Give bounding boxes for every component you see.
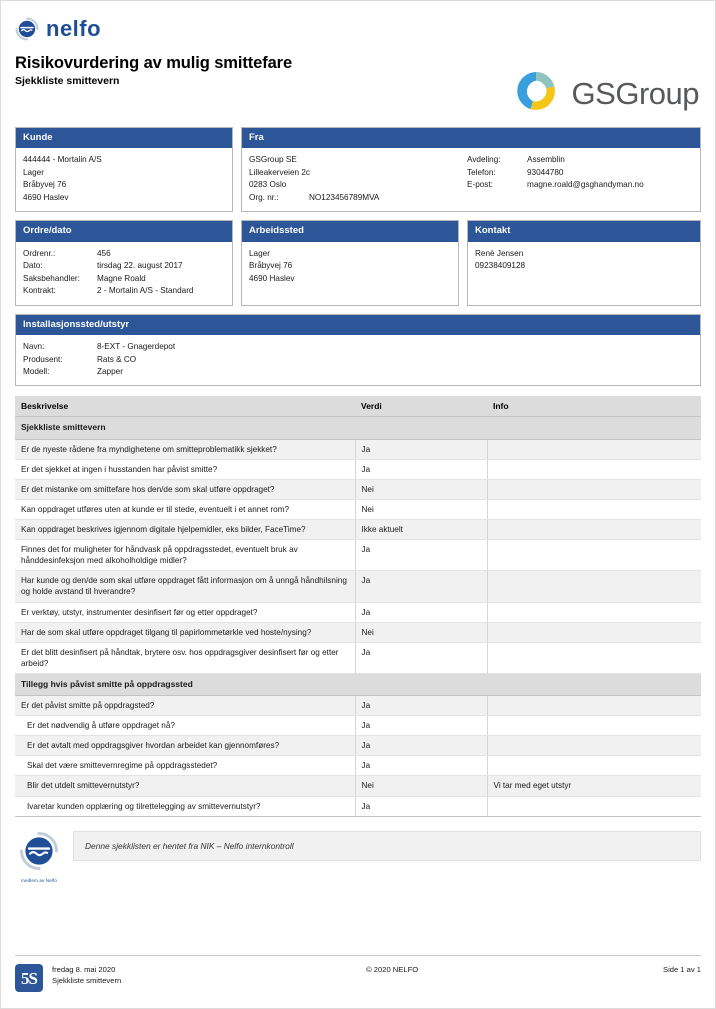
checklist-info: [487, 571, 701, 602]
ordre-field-row: [23, 248, 225, 260]
checklist-info: [487, 716, 701, 736]
installasjon-field-label: Produsent:: [23, 354, 63, 364]
checklist-info: Vi tar med eget utstyr: [487, 776, 701, 796]
info-row-installation: [15, 314, 701, 387]
checklist-value: Ja: [355, 602, 487, 622]
fra-field-label: E-post:: [467, 180, 493, 190]
kontakt-box: [467, 220, 701, 305]
document-footer: [15, 955, 701, 992]
checklist-description: Kan oppdraget utføres uten at kunde er til stede, eventuelt i et annet rom?: [15, 500, 355, 520]
checklist-value: Nei: [355, 622, 487, 642]
kunde-body: [16, 148, 232, 211]
checklist-value: Ja: [355, 571, 487, 602]
arbeidssted-body: [242, 242, 458, 305]
checklist-value: Ja: [355, 716, 487, 736]
checklist-description: Har de som skal utføre oppdraget tilgang til papirlommetørkle ved hoste/nysing?: [15, 622, 355, 642]
checklist-info: [487, 642, 701, 673]
checklist-info: [487, 622, 701, 642]
checklist-body: [15, 417, 701, 816]
installasjon-field-value: Zapper: [97, 367, 123, 376]
footer-date: fredag 8. mai 2020: [52, 965, 116, 974]
checklist-value: Ikke aktuelt: [355, 520, 487, 540]
kunde-line: Lager: [23, 167, 44, 177]
checklist-section-row: [15, 673, 701, 695]
nelfo-wordmark: nelfo: [46, 16, 102, 41]
checklist-description: Er det påvist smitte på oppdragsted?: [15, 696, 355, 716]
fra-line: Lilleakerveien 2c: [249, 167, 310, 177]
checklist-info: [487, 500, 701, 520]
ordre-field-value: 456: [97, 248, 111, 258]
checklist-description: Er det mistanke om smittefare hos den/de som skal utføre oppdraget?: [15, 480, 355, 500]
fra-address-column: [249, 154, 467, 204]
checklist-value: Ja: [355, 756, 487, 776]
ordre-field-label: Saksbehandler:: [23, 273, 80, 283]
table-row: [15, 439, 701, 459]
nelfo-logo: [15, 15, 701, 43]
kontakt-line: Renè Jensen: [475, 248, 524, 258]
checklist-info: [487, 796, 701, 816]
table-row: [15, 520, 701, 540]
fra-field-value: magne.roald@gsghandyman.no: [527, 180, 644, 190]
checklist-description: Skal det være smittevernregime på oppdragsstedet?: [15, 756, 355, 776]
arbeidssted-line: 4690 Haslev: [249, 273, 295, 283]
checklist-info: [487, 540, 701, 571]
table-row: [15, 756, 701, 776]
checklist-value: Ja: [355, 642, 487, 673]
fra-field-label: Avdeling:: [467, 155, 501, 165]
fra-org-row: [249, 192, 467, 204]
ordre-field-label: Dato:: [23, 261, 43, 271]
installasjon-field-value: 8-EXT - Gnagerdepot: [97, 342, 176, 352]
gsgroup-swirl-icon: [510, 65, 562, 122]
checklist-description: Er det sjekket at ingen i husstanden har påvist smitte?: [15, 460, 355, 480]
checklist-description: Er det nødvendig å utføre oppdraget nå?: [15, 716, 355, 736]
checklist-info: [487, 480, 701, 500]
footer-left: [52, 964, 121, 987]
checklist-description: Er det blitt desinfisert på håndtak, brytere osv. hos oppdragsgiver desinfisert før og etter arbeid?: [15, 642, 355, 673]
checklist-info: [487, 736, 701, 756]
note-box: Denne sjekklisten er hentet fra NIK – Nelfo internkontroll: [73, 831, 701, 861]
fra-body: [242, 148, 700, 211]
gsgroup-logo: [510, 65, 699, 122]
ordre-dato-box: [15, 220, 233, 305]
table-row: [15, 642, 701, 673]
installasjon-field-label: Navn:: [23, 342, 45, 352]
nelfo-member-caption: medlem av Nelfo: [21, 877, 57, 883]
installasjon-field-row: [23, 366, 693, 378]
installasjonssted-box: [15, 314, 701, 387]
nelfo-member-icon: [19, 858, 59, 875]
table-row: [15, 776, 701, 796]
checklist-value: Nei: [355, 480, 487, 500]
fra-org-label: Org. nr.:: [249, 192, 279, 202]
checklist-info: [487, 439, 701, 459]
checklist-value: Ja: [355, 439, 487, 459]
table-row: [15, 736, 701, 756]
nelfo-mark-icon: [15, 17, 39, 41]
installasjonssted-heading: Installasjonssted/utstyr: [16, 315, 700, 335]
table-row: [15, 796, 701, 816]
kunde-box: [15, 127, 233, 212]
checklist-description: Finnes det for muligheter for håndvask på oppdragsstedet, eventuelt bruk av hånddesinfeksjon med alkoholholdige midler?: [15, 540, 355, 571]
table-row: [15, 540, 701, 571]
checklist-description: Er verktøy, utstyr, instrumenter desinfisert før og etter oppdraget?: [15, 602, 355, 622]
kunde-heading: Kunde: [16, 128, 232, 148]
checklist-description: Blir det utdelt smittevernutstyr?: [15, 776, 355, 796]
kontakt-heading: Kontakt: [468, 221, 700, 241]
checklist-header-row: [15, 396, 701, 417]
checklist-info: [487, 602, 701, 622]
nelfo-member-badge: [15, 831, 63, 883]
arbeidssted-line: Lager: [249, 248, 270, 258]
table-row: [15, 571, 701, 602]
checklist-info: [487, 756, 701, 776]
checklist-value: Ja: [355, 540, 487, 571]
arbeidssted-line: Bråbyvej 76: [249, 261, 293, 271]
checklist-description: Har kunde og den/de som skal utføre oppdraget fått informasjon om å unngå håndhilsning og holde avstand til hverandre?: [15, 571, 355, 602]
footer-copyright: © 2020 NELFO: [366, 965, 419, 974]
fra-field-value: Assemblin: [527, 155, 565, 165]
fra-heading: Fra: [242, 128, 700, 148]
checklist-value: Ja: [355, 696, 487, 716]
table-row: [15, 696, 701, 716]
installasjon-field-row: [23, 354, 693, 366]
fra-field-value: 93044780: [527, 167, 564, 177]
table-row: [15, 480, 701, 500]
ordre-field-label: Kontrakt:: [23, 286, 56, 296]
table-row: [15, 602, 701, 622]
column-header-verdi: Verdi: [355, 396, 487, 417]
kunde-line: 4690 Haslev: [23, 192, 69, 202]
fra-field-label: Telefon:: [467, 167, 496, 177]
fra-line: GSGroup SE: [249, 155, 297, 165]
checklist-info: [487, 460, 701, 480]
document-header: [15, 15, 701, 127]
installasjon-field-value: Rats & CO: [97, 354, 137, 364]
ordre-dato-body: [16, 242, 232, 305]
checklist-description: Kan oppdraget beskrives igjennom digitale hjelpemidler, eks bilder, FaceTime?: [15, 520, 355, 540]
page-title: Risikovurdering av mulig smittefare: [15, 54, 293, 72]
checklist-value: Ja: [355, 460, 487, 480]
installasjonssted-body: [16, 335, 700, 385]
checklist-description: Er det avtalt med oppdragsgiver hvordan arbeidet kan gjennomføres?: [15, 736, 355, 756]
info-row-order: [15, 220, 701, 305]
fra-org-value: NO123456789MVA: [309, 192, 380, 202]
note-row: [15, 831, 701, 883]
checklist-section-label: Tillegg hvis påvist smitte på oppdragssted: [15, 673, 701, 695]
checklist-header: [15, 396, 701, 417]
table-row: [15, 460, 701, 480]
kunde-line: Bråbyvej 76: [23, 180, 67, 190]
arbeidssted-box: [241, 220, 459, 305]
checklist-table: [15, 396, 701, 816]
table-row: [15, 500, 701, 520]
ordre-field-row: [23, 273, 225, 285]
checklist-description: Ivaretar kunden opplæring og tilrettelegging av smittevernutstyr?: [15, 796, 355, 816]
footer-doc-name: Sjekkliste smittevern: [52, 976, 122, 986]
fra-field-row: [467, 167, 693, 179]
table-row: [15, 716, 701, 736]
installasjon-field-row: [23, 341, 693, 353]
footer-page-number: Side 1 av 1: [663, 965, 701, 974]
ordre-dato-heading: Ordre/dato: [16, 221, 232, 241]
fra-contact-column: [467, 154, 693, 204]
kontakt-line: 09238409128: [475, 261, 526, 271]
ordre-field-row: [23, 260, 225, 272]
checklist-info: [487, 696, 701, 716]
ordre-field-value: 2 - Mortalin A/S - Standard: [97, 286, 194, 296]
checklist-info: [487, 520, 701, 540]
kunde-line: 444444 - Mortalin A/S: [23, 155, 102, 165]
arbeidssted-heading: Arbeidssted: [242, 221, 458, 241]
ordre-field-row: [23, 285, 225, 297]
info-row-customer: [15, 127, 701, 212]
fra-box: [241, 127, 701, 212]
checklist-description: Er de nyeste rådene fra myndighetene om smitteproblematikk sjekket?: [15, 439, 355, 459]
gsgroup-wordmark: GSGroup: [571, 76, 699, 111]
fra-field-row: [467, 154, 693, 166]
fivees-logo-icon: 5S: [15, 964, 43, 992]
installasjon-field-label: Modell:: [23, 367, 50, 376]
checklist-section-row: [15, 417, 701, 439]
ordre-field-value: Magne Roald: [97, 273, 146, 283]
column-header-beskrivelse: Beskrivelse: [15, 396, 355, 417]
checklist-value: Nei: [355, 776, 487, 796]
column-header-info: Info: [487, 396, 701, 417]
checklist-value: Nei: [355, 500, 487, 520]
checklist-section-label: Sjekkliste smittevern: [15, 417, 701, 439]
kontakt-body: [468, 242, 700, 305]
fra-field-row: [467, 179, 693, 191]
checklist-value: Ja: [355, 796, 487, 816]
checklist-value: Ja: [355, 736, 487, 756]
table-row: [15, 622, 701, 642]
fra-line: 0283 Oslo: [249, 180, 287, 190]
ordre-field-label: Ordrenr.:: [23, 248, 56, 258]
ordre-field-value: tirsdag 22. august 2017: [97, 261, 183, 271]
page-subtitle: Sjekkliste smittevern: [15, 75, 120, 88]
